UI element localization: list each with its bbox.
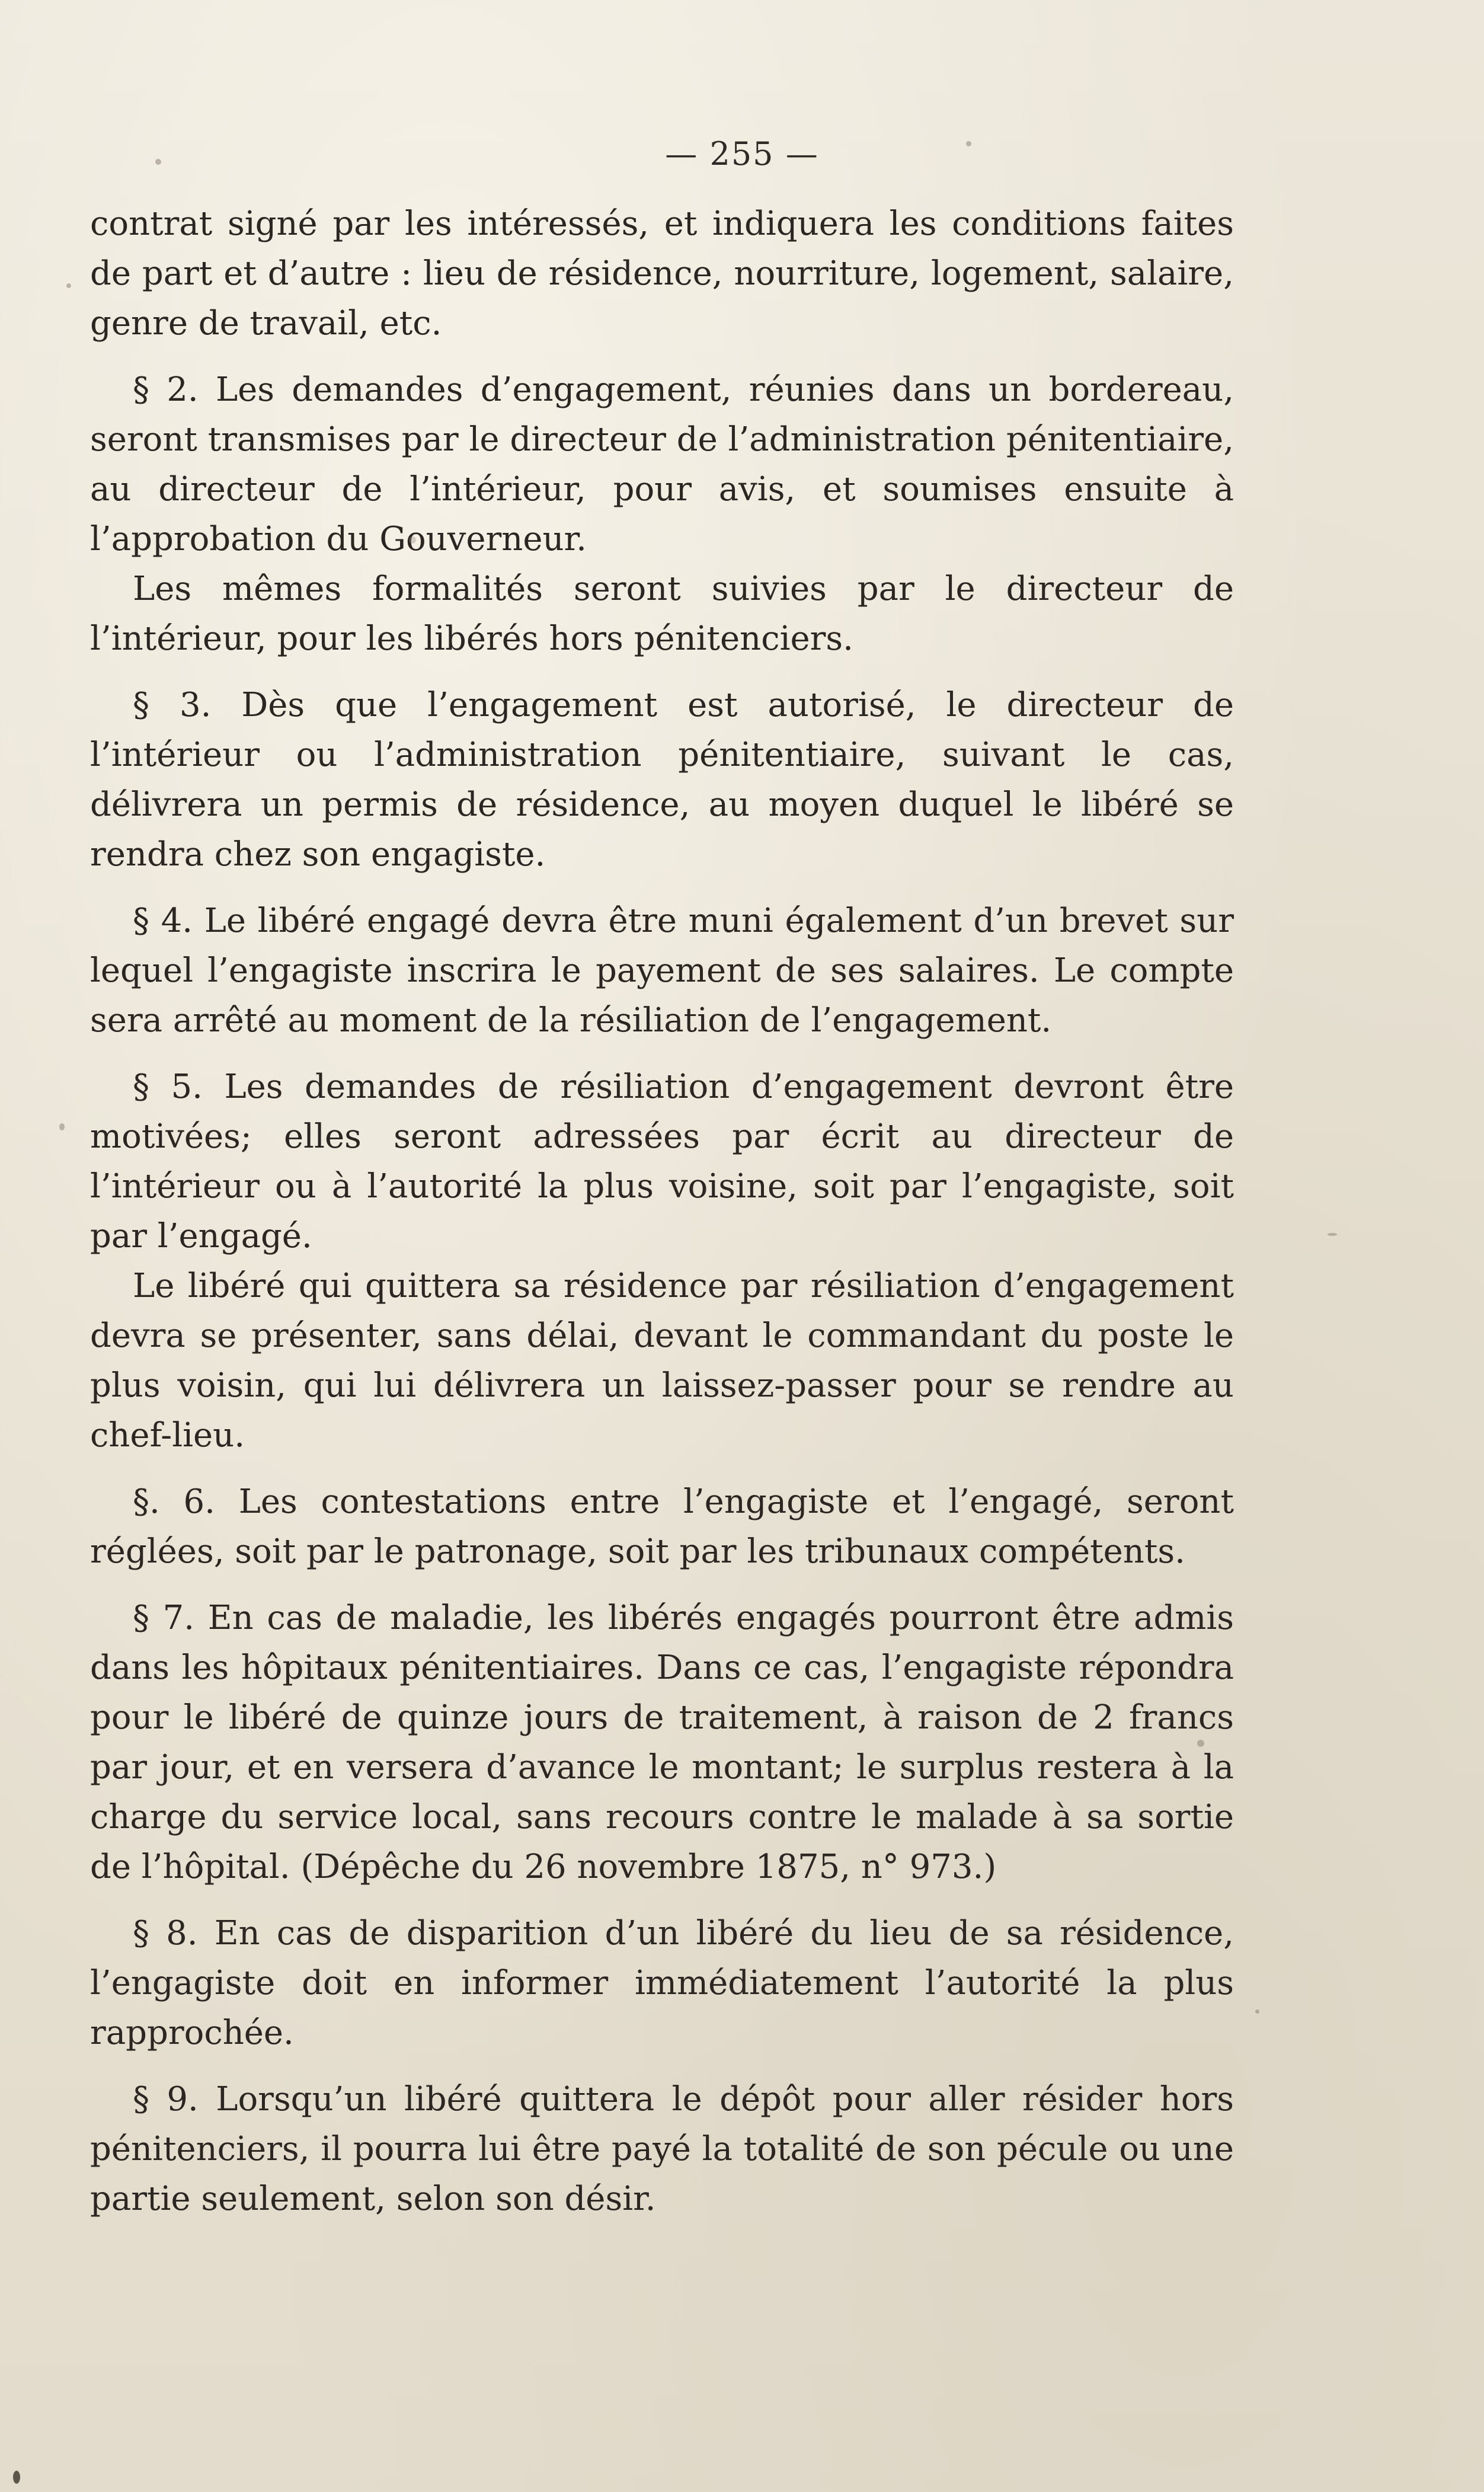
paper-speck — [66, 283, 71, 288]
paragraph-article-5: § 5. Les demandes de résiliation d’engagement devront être motivées; elles seront adressées par écrit au directeur de l’intérieur ou à l’autorité la plus voisine, soit par l’engagiste, soit par l’engagé. — [90, 1068, 1234, 1255]
paper-speck — [1255, 2009, 1259, 2014]
paragraph-article-7: § 7. En cas de maladie, les libérés engagés pourront être admis dans les hôpitaux pénitentiaires. Dans ce cas, l’engagiste répondra pour le libéré de quinze jours de traitement, à raison de 2 francs par jour, et en versera d’avance le montant; le surplus restera à la charge du service local, sans recours contre le malade à sa sortie de l’hôpital. (Dépêche du 26 novembre 1875, n° 973.) — [90, 1599, 1234, 1886]
paragraph-article-2-b: Les mêmes formalités seront suivies par le directeur de l’intérieur, pour les libérés hors pénitenciers. — [90, 570, 1234, 658]
paper-speck — [13, 2471, 20, 2484]
paragraph-article-3: § 3. Dès que l’engagement est autorisé, le directeur de l’intérieur ou l’administration pénitentiaire, suivant le cas, délivrera un permis de résidence, au moyen duquel le libéré se rendra chez son engagiste. — [90, 686, 1234, 874]
paragraph-article-2: § 2. Les demandes d’engagement, réunies dans un bordereau, seront transmises par le directeur de l’administration pénitentiaire, au directeur de l’intérieur, pour avis, et soumises ensuite à l’approbation du Gouverneur. — [90, 370, 1234, 558]
paper-speck — [409, 536, 416, 544]
paragraph-article-8: § 8. En cas de disparition d’un libéré du lieu de sa résidence, l’engagiste doit en informer immédiatement l’autorité la plus rapprochée. — [90, 1914, 1234, 2052]
paper-speck — [966, 141, 971, 146]
paragraph-article-6: §. 6. Les contestations entre l’engagiste et l’engagé, seront réglées, soit par le patronage, soit par les tribunaux compétents. — [90, 1483, 1234, 1571]
body-text — [90, 199, 1234, 2224]
paper-speck — [1197, 1740, 1204, 1747]
paragraph-article-5-b: Le libéré qui quittera sa résidence par résiliation d’engagement devra se présenter, sans délai, devant le commandant du poste le plus voisin, qui lui délivrera un laissez-passer pour se rendre au chef-lieu. — [90, 1267, 1234, 1455]
paper-speck — [1328, 1233, 1337, 1236]
paper-speck — [155, 159, 161, 165]
paragraph-article-4: § 4. Le libéré engagé devra être muni également d’un brevet sur lequel l’engagiste inscrira le payement de ses salaires. Le compte sera arrêté au moment de la résiliation de l’engagement. — [90, 902, 1234, 1040]
paper-speck — [59, 1123, 65, 1130]
page-number: — 255 — — [665, 135, 819, 172]
paragraph-article-9: § 9. Lorsqu’un libéré quittera le dépôt pour aller résider hors pénitenciers, il pourra lui être payé la totalité de son pécule ou une partie seulement, selon son désir. — [90, 2080, 1234, 2218]
paragraph-continuation: contrat signé par les intéressés, et indiquera les conditions faites de part et d’autre : lieu de résidence, nourriture, logement, salaire, genre de travail, etc. — [90, 205, 1234, 343]
